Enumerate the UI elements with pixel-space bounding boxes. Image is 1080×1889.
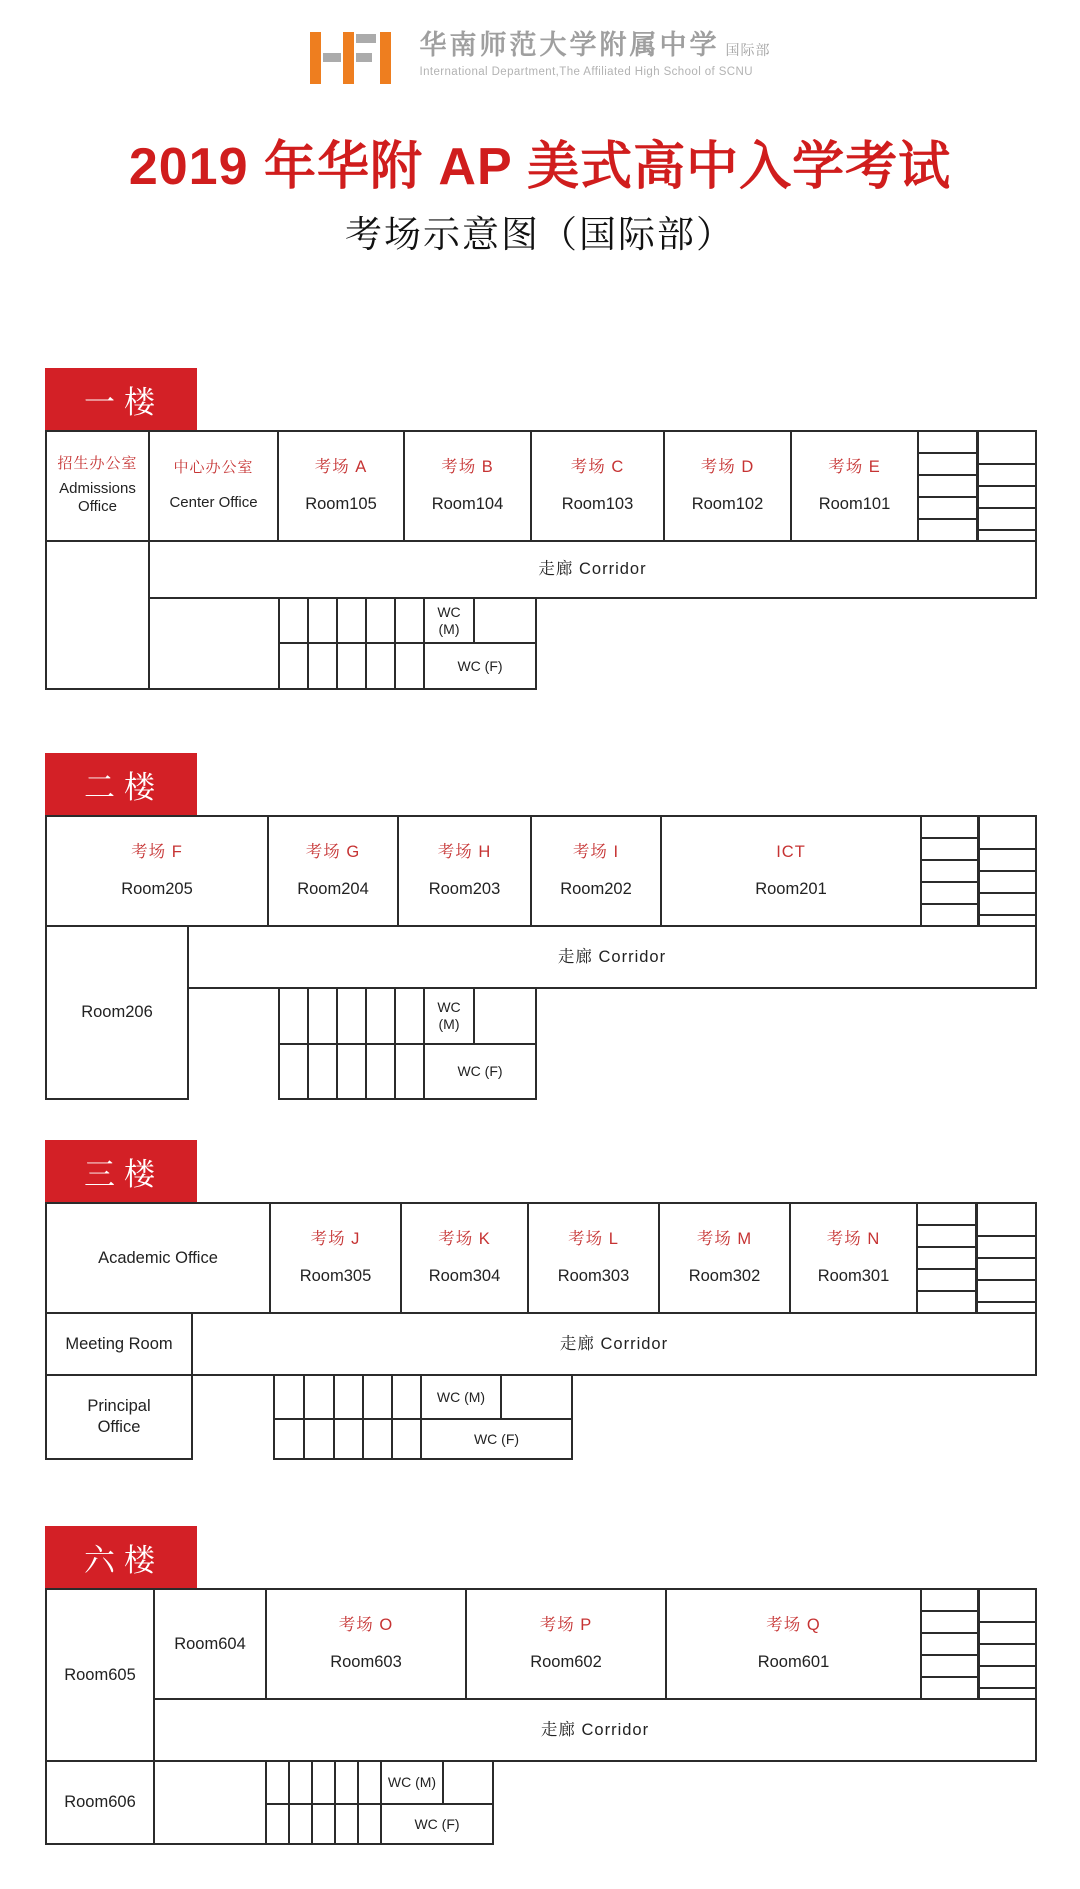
room-604-cell: Room604 xyxy=(153,1588,267,1700)
empty-wc-cell xyxy=(500,1374,573,1420)
wc-stall xyxy=(278,1043,309,1100)
wc-stall xyxy=(365,642,396,690)
room-cell-admissions-office: 招生办公室 Admissions Office xyxy=(45,430,150,542)
wc-stall xyxy=(362,1418,393,1460)
wc-stall xyxy=(273,1374,305,1420)
wc-stall xyxy=(307,597,338,644)
wc-stall xyxy=(334,1803,359,1845)
empty-wc-cell xyxy=(473,597,537,644)
corridor: 走廊 Corridor xyxy=(148,540,1037,599)
stairs-icon xyxy=(917,430,1037,542)
room-206-cell: Room206 xyxy=(45,925,189,1100)
empty-wc-cell xyxy=(442,1760,494,1805)
floor-2-plan xyxy=(45,815,1037,1100)
floor-6-tab: 六楼 xyxy=(45,1526,197,1588)
exam-room-l: 考场 L Room303 xyxy=(527,1202,660,1314)
wc-stall xyxy=(394,1043,425,1100)
stairs-icon xyxy=(916,1202,1037,1314)
wc-stall xyxy=(278,597,309,644)
wc-female-cell: WC (F) xyxy=(380,1803,494,1845)
empty-strip-cell xyxy=(148,597,280,690)
corridor: 走廊 Corridor xyxy=(187,925,1037,989)
wc-stall xyxy=(307,1043,338,1100)
floor-6-plan xyxy=(45,1588,1037,1845)
room-606-cell: Room606 xyxy=(45,1760,155,1845)
corridor: 走廊 Corridor xyxy=(191,1312,1037,1376)
floor-1-tab: 一楼 xyxy=(45,368,197,430)
meeting-room-cell: Meeting Room xyxy=(45,1312,193,1376)
school-name-cn: 华南师范大学附属中学 xyxy=(419,30,720,61)
hfi-logo-icon xyxy=(310,32,406,84)
wc-stall xyxy=(394,642,425,690)
exam-room-o: 考场 O Room603 xyxy=(265,1588,467,1700)
wc-stall xyxy=(334,1760,359,1805)
wc-stall xyxy=(362,1374,393,1420)
wc-stall xyxy=(336,1043,367,1100)
wc-female-cell: WC (F) xyxy=(423,1043,537,1100)
page-subtitle: 考场示意图（国际部） xyxy=(345,214,735,255)
wc-stall xyxy=(394,597,425,644)
wc-stall xyxy=(333,1418,364,1460)
empty-strip-cell xyxy=(153,1760,267,1845)
wc-stall xyxy=(303,1374,335,1420)
exam-room-a: 考场 A Room105 xyxy=(277,430,405,542)
wc-stall xyxy=(333,1374,364,1420)
wc-stall xyxy=(336,642,367,690)
exam-room-n: 考场 N Room301 xyxy=(789,1202,918,1314)
wc-stall xyxy=(278,642,309,690)
exam-room-p: 考场 P Room602 xyxy=(465,1588,667,1700)
wc-stall xyxy=(357,1803,382,1845)
exam-room-m: 考场 M Room302 xyxy=(658,1202,791,1314)
wc-stall xyxy=(336,597,367,644)
exam-room-h: 考场 H Room203 xyxy=(397,815,532,927)
wc-male-cell: WC (M) xyxy=(423,597,475,644)
floor-2-tab: 二楼 xyxy=(45,753,197,815)
exam-room-b: 考场 B Room104 xyxy=(403,430,532,542)
exam-room-d: 考场 D Room102 xyxy=(663,430,792,542)
wc-stall xyxy=(394,987,425,1045)
wc-stall xyxy=(307,987,338,1045)
exam-room-f: 考场 F Room205 xyxy=(45,815,269,927)
school-dept-cn: 国际部 xyxy=(725,42,771,58)
wc-female-cell: WC (F) xyxy=(420,1418,573,1460)
ict-room: ICT Room201 xyxy=(660,815,922,927)
wc-stall xyxy=(273,1418,305,1460)
wc-male-cell: WC (M) xyxy=(420,1374,502,1420)
exam-room-e: 考场 E Room101 xyxy=(790,430,919,542)
wc-stall xyxy=(357,1760,382,1805)
school-name-en: International Department,The Affiliated High School of SCNU xyxy=(419,66,753,79)
academic-office-cell: Academic Office xyxy=(45,1202,271,1314)
floor-1-plan xyxy=(45,430,1037,690)
exam-room-c: 考场 C Room103 xyxy=(530,430,665,542)
wc-male-cell: WC (M) xyxy=(423,987,475,1045)
room-605-cell: Room605 xyxy=(45,1588,155,1762)
wc-stall xyxy=(278,987,309,1045)
wc-stall xyxy=(336,987,367,1045)
exam-room-j: 考场 J Room305 xyxy=(269,1202,402,1314)
wc-stall xyxy=(391,1374,422,1420)
room-cell-center-office: 中心办公室 Center Office xyxy=(148,430,279,542)
stairs-icon xyxy=(920,815,1037,927)
exam-room-q: 考场 Q Room601 xyxy=(665,1588,922,1700)
wc-stall xyxy=(391,1418,422,1460)
corridor: 走廊 Corridor xyxy=(153,1698,1037,1762)
floor-3-tab: 三楼 xyxy=(45,1140,197,1202)
wc-stall xyxy=(265,1803,290,1845)
wc-stall xyxy=(303,1418,335,1460)
stairs-icon xyxy=(920,1588,1037,1700)
exam-room-i: 考场 I Room202 xyxy=(530,815,662,927)
wc-stall xyxy=(311,1803,336,1845)
wc-female-cell: WC (F) xyxy=(423,642,537,690)
wc-male-cell: WC (M) xyxy=(380,1760,444,1805)
empty-room-cell xyxy=(45,540,150,690)
wc-stall xyxy=(365,1043,396,1100)
exam-room-k: 考场 K Room304 xyxy=(400,1202,529,1314)
principal-office-cell: Principal Office xyxy=(45,1374,193,1460)
wc-stall xyxy=(288,1760,313,1805)
wc-stall xyxy=(365,987,396,1045)
wc-stall xyxy=(311,1760,336,1805)
page-title: 2019 年华附 AP 美式高中入学考试 xyxy=(128,138,952,196)
floor-3-plan xyxy=(45,1202,1037,1460)
wc-stall xyxy=(288,1803,313,1845)
empty-wc-cell xyxy=(473,987,537,1045)
wc-stall xyxy=(307,642,338,690)
school-logo xyxy=(0,30,1080,84)
exam-room-g: 考场 G Room204 xyxy=(267,815,399,927)
wc-stall xyxy=(265,1760,290,1805)
wc-stall xyxy=(365,597,396,644)
